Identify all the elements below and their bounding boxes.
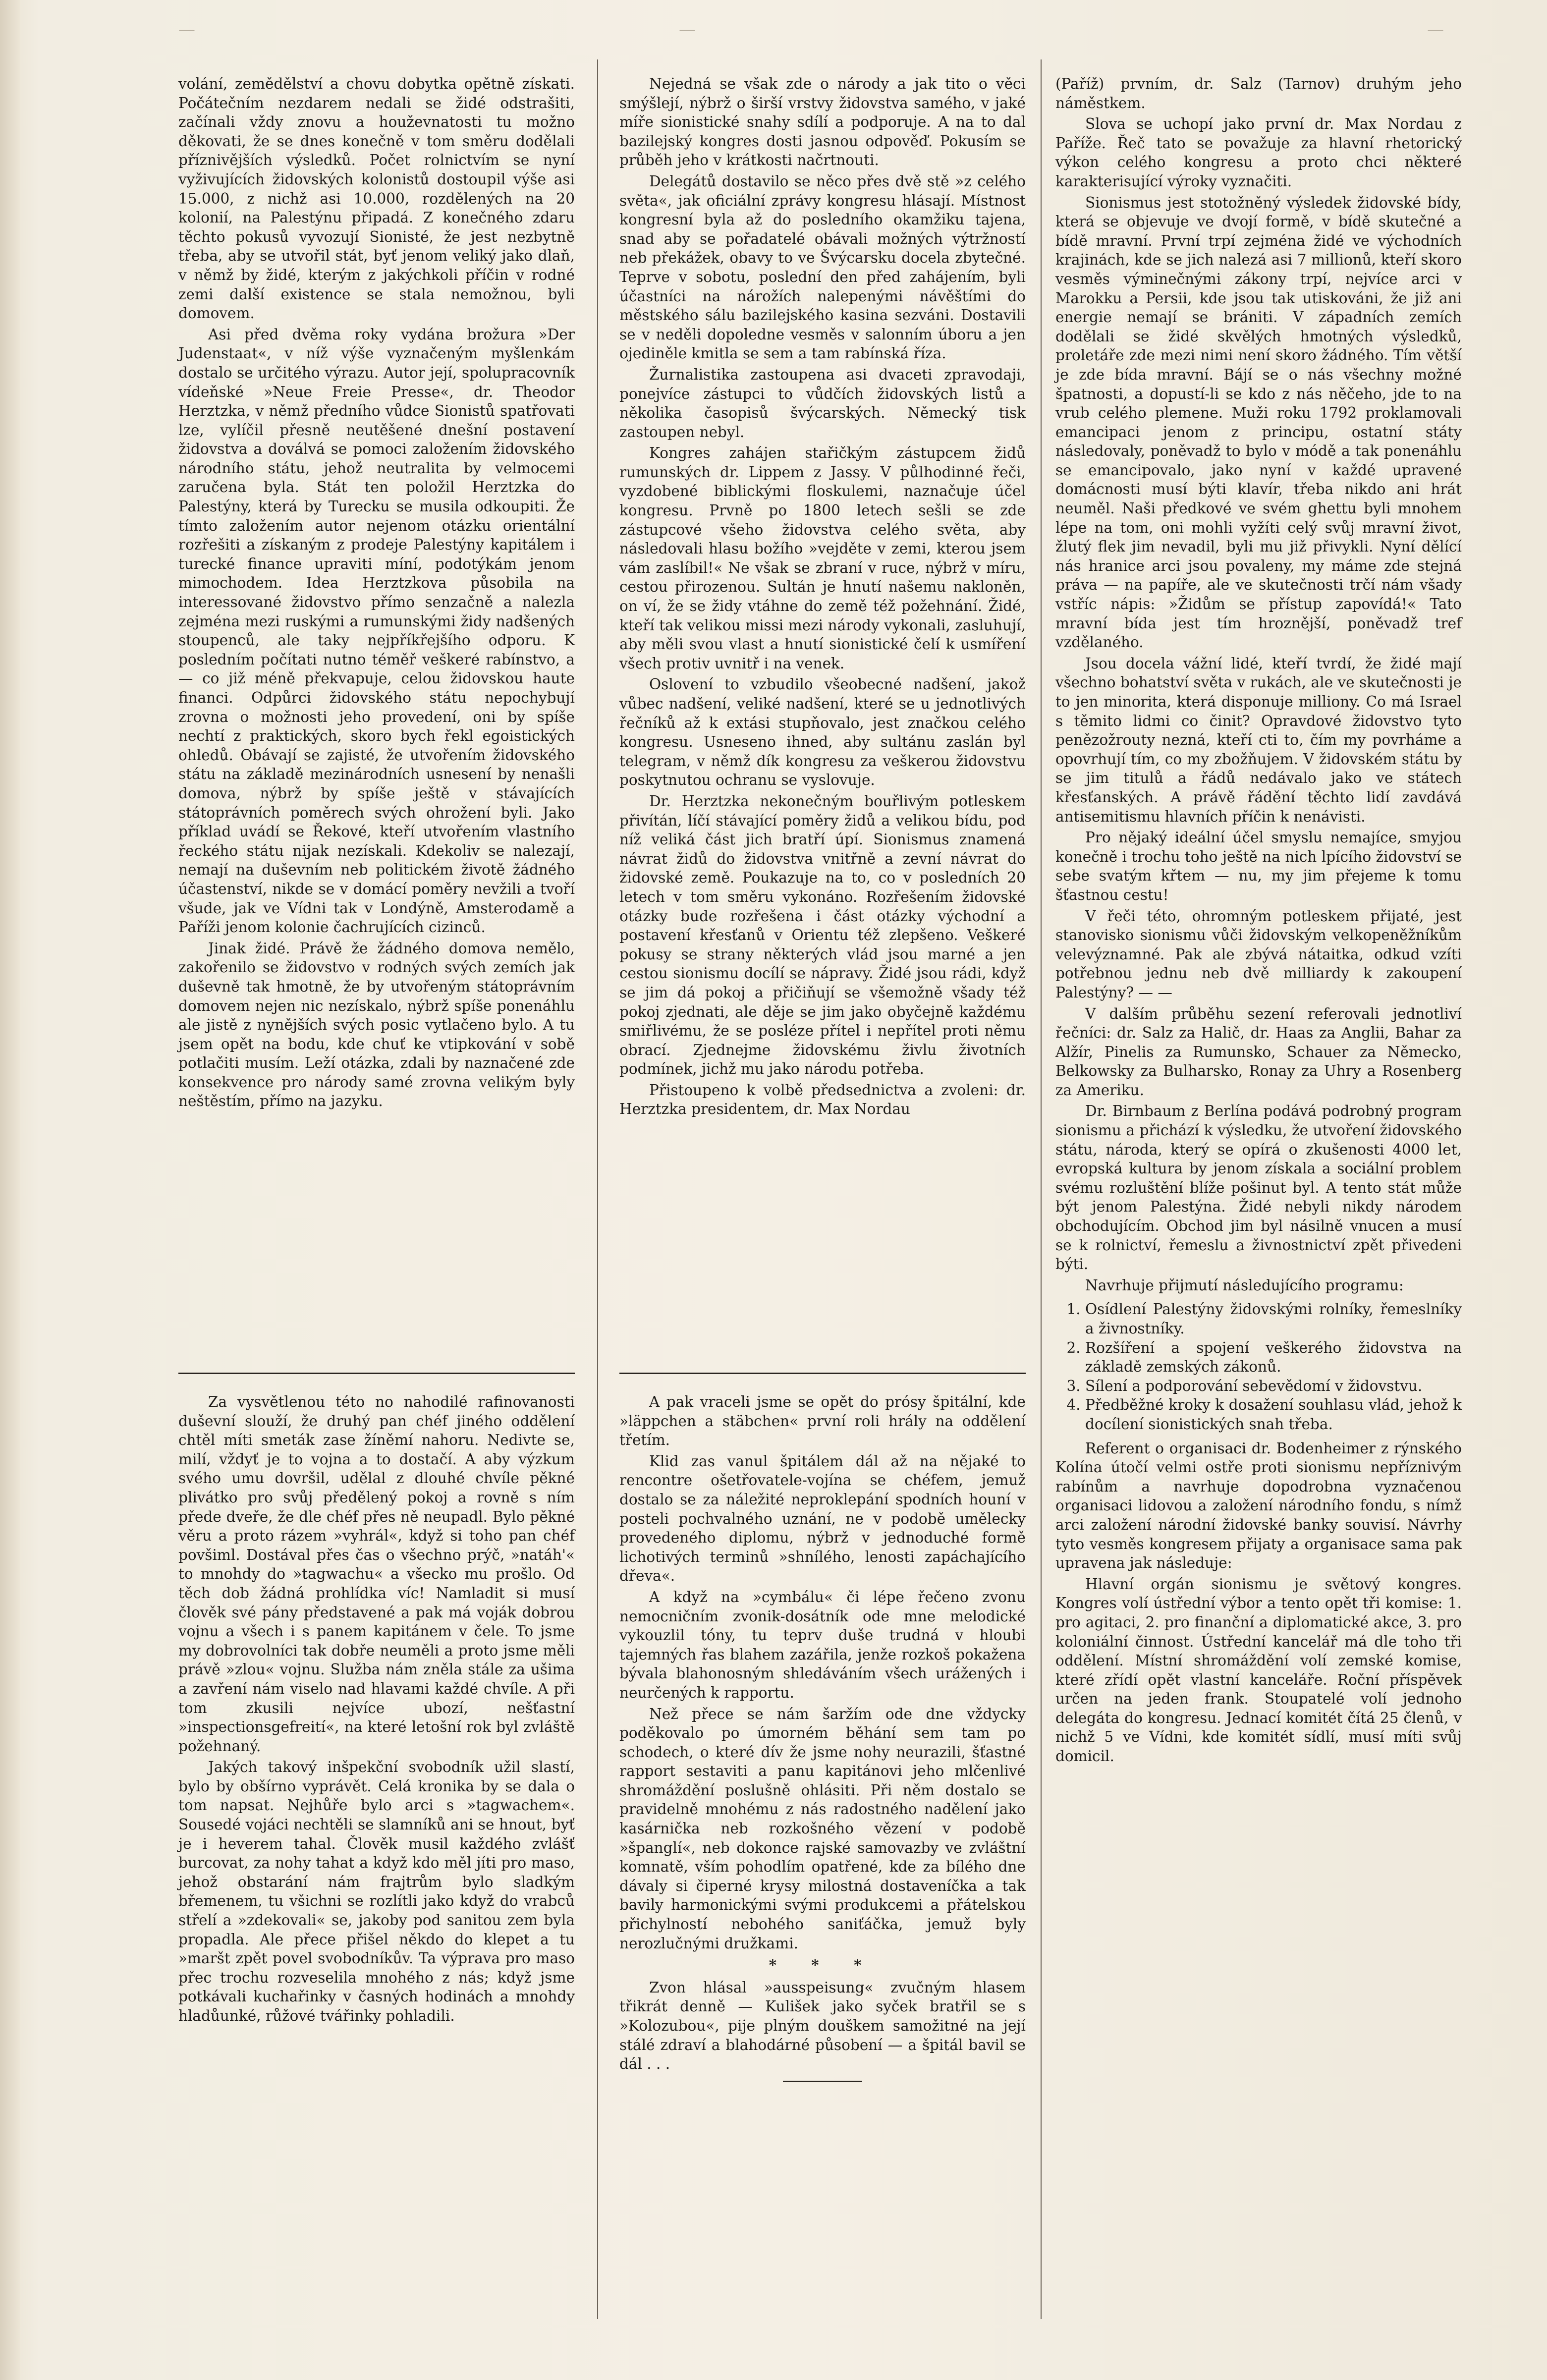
paragraph: V řeči této, ohromným potleskem přijaté, jest stanovisko sionismu vůči židovským velkopeněžníkům velevýznamné. Pak ale zbývá nátaitka, odkud vzíti potřebnou jednu neb dvě milliardy k zakoupení Palestýny? — — [1055,907,1462,1001]
header-mark-right: — [1427,20,1446,40]
paragraph: Jinak židé. Právě že žádného domova nemělo, zakořenilo se židovstvo v rodných svých zemích jak duševně tak hmotně, že by utvořeným státoprávním domovem nejen nic nezískalo, nýbrž spíše ponenáhlu ale jistě z nynějších svých posic vytlačeno bylo. A tu jsem opět na bodu, kde chuť ke vtipkování v sobě potlačiti musím. Leží otázka, zdali by naznačené zde konsekvence pro národy samé zrovna velikým byly neštěstím, přímo na jazyku. [178,940,575,1110]
column-3 [1055,74,1462,1766]
paragraph: Žurnalistika zastoupena asi dvaceti zpravodaji, ponejvíce zástupci to vůdčích židovských listů a několika časopisů švýcarských. Německý tisk zastoupen nebyl. [619,366,1026,441]
paragraph: Dr. Birnbaum z Berlína podává podrobný program sionismu a přichází k výsledku, že utvoření židovského státu, národa, který se opírá o zkušenosti 4000 let, evropská kultura by jenom získala a sociální problem svému rozluštění blíže pošinut byl. A tento stát může být jenom Palestýna. Židé nebyli nikdy národem obchodujícím. Obchod jim byl násilně vnucen a musí se k rolnictví, řemeslu a živnostnictví zpět přivedeni býti. [1055,1103,1462,1273]
paragraph: Referent o organisaci dr. Bodenheimer z rýnského Kolína útočí velmi ostře proti sionismu nepříznivým rabínům a navrhuje dopodrobna vyznačenou organisaci lidovou a založení národního fondu, s nímž arci založení národní židovské banky souvisí. Návrhy tyto vesměs kongresem přijaty a organisace sama pak upravena jak následuje: [1055,1439,1462,1572]
program-item: 2. Rozšíření a spojení veškerého židovstva na základě zemských zákonů. [1085,1338,1462,1377]
binding-shadow [0,0,20,2380]
program-item: 3. Sílení a podporování sebevědomí v židovstvu. [1085,1377,1462,1396]
column-1 [178,74,575,1111]
paragraph: Než přece se nám šaržím ode dne vždycky poděkovalo po úmorném běhání sem tam po schodech, o které dív že jsme nohy neurazili, šťastné rapport sestaviti a panu kapitánovi jeho mlčenlivé shromáždění poslušně ohlásiti. Při něm dostalo se pravidelně mnohému z nás radostného nadělení jako kasárnička neb rozkošného vězení v podobě »španglí«, neb dokonce rajské samovazby ve zvláštní komnatě, vším pohodlím opatřené, kde za bílého dne dávaly si čiperné krysy milostná dostaveníčka a tak bavily harmonickými svými produkcemi a přátelskou přichylností nebohého saniťáčka, jemuž byly nerozlučnými družkami. [619,1705,1026,1952]
column-rule-2 [1041,59,1042,2319]
paragraph: Asi před dvěma roky vydána brožura »Der Judenstaat«, v níž výše vyznačeným myšlenkám dostalo se určitého výrazu. Autor její, spolupracovník vídeňské »Neue Freie Presse«, dr. Theodor Herztzka, v němž předního vůdce Sionistů spatřovati lze, vylíčil přesně neutěšené dnešní postavení židovstva a doválvá se pomoci založením židovského národního státu, jehož neutralita by velmocemi zaručena byla. Stát ten položil Herztzka do Palestýny, která by Turecku se musila odkoupiti. Že tímto založením autor nejenom otázku orientální rozřešiti a získaným z prodeje Palestýny kapitálem i turecké finance upraviti míní, podotýkám jenom mimochodem. Idea Herztzkova působila na interessované židovstvo přímo senzačně a nalezla zejména mezi ruskými a rumunskými židy nadšených stoupenců, ale taky nejpříkřejšího odporu. K posledním počítati nutno téměř veškeré rabínstvo, a — co již méně překvapuje, celou židovskou haute financi. Odpůrci židovského státu nepochybují zrovna o možnosti jeho provedení, oni by spíše nechtí z praktických, skoro bych řekl egoistických ohledů. Obávají se zajisté, že utvořením židovského státu na základě mezinárodních usnesení by nenašli domova, nýbrž by spíše ještě v stávajících státoprávních poměrech svých ohrožení byli. Jako příklad uvádí se Řekové, kteří utvořením vlastního řeckého státu nijak nezískali. Kdekoliv se nalezají, nemají na duševním neb politickém životě žádného účastenství, nikde se v domácí poměry nevžili a tvoří všude, jak ve Vídni tak v Londýně, Amsterodamě a Paříži jenom kolonie čachrujících cizinců. [178,326,575,936]
paragraph: Slova se uchopí jako první dr. Max Nordau z Paříže. Řeč tato se považuje za hlavní rhetorický výkon celého kongresu a proto chci některé karakterisující výroky vyznačiti. [1055,115,1462,190]
paragraph: A pak vraceli jsme se opět do prósy špitální, kde »läppchen a stäbchen« první roli hrály na oddělení třetím. [619,1393,1026,1449]
column-2-feuilleton [619,1392,1026,2082]
column-rule-1 [597,59,598,2319]
header-mark-left: — [178,20,197,40]
header-mark-center: — [679,20,698,40]
paragraph: Klid zas vanul špitálem dál až na nějaké to rencontre ošetřovatele-vojína se chéfem, jemuž dostalo se za náležité neproklepání spodních houní v posteli pochvalného uznání, ne v podobě umělecky provedeného diplomu, nýbrž v jednoduché formě lichotivých terminů »shnílého, lenosti zapáchajícího dřeva«. [619,1452,1026,1585]
end-rule [783,2081,862,2082]
paragraph: Za vysvětlenou této no nahodilé rafinovanosti duševní slouží, že druhý pan chéf jiného oddělení chtěl míti smeták zase žíněmí nahoru. Nedivte se, milí, vždyť je to vojna a to dostačí. A aby výzkum svého umu dovršil, udělal z dlouhé chvíle pěkné plivátko pro svůj předělený pokoj a rovně s ním přede dveře, že dle chéf přes ně neupadl. Bylo pěkné věru a proto rázem »vyhrál«, když si toho pan chéf povšiml. Dostával přes čas o všechno prýč, »natáh'« to mnohdy do »tagwachu« a všecko mu prošlo. Od těch dob žádná prohlídka víc! Namladit si musí člověk své pány představené a pak má voják dobrou vojnu a všech i s panem kapitánem v čele. To jsme my dobrovolníci tak dobře neuměli a proto jsme měli právě »zlou« vojnu. Služba nám zněla stále za ušima a zavření nám viselo nad hlavami každé chvíle. A při tom zkusili nejvíce ubozí, nešťastní »inspectionsgefreití«, na které letošní rok byl zvláště požehnaný. [178,1393,575,1755]
paragraph: Oslovení to vzbudilo všeobecné nadšení, jakož vůbec nadšení, veliké nadšení, které se u jednotlivých řečníků až k extási stupňovalo, jest značkou celého kongresu. Usneseno ihned, aby sultánu zaslán byl telegram, v němž dík kongresu za veškerou židovstvu poskytnutou ochranu se vyslovuje. [619,676,1026,789]
paragraph: Sionismus jest stotožněný výsledek židovské bídy, která se objevuje ve dvojí formě, v bídě skutečné a bídě mravní. První trpí zejména židé ve východních krajinách, kde se jich nalezá asi 7 millionů, kteří skoro vesměs výminečnými zákony trpí, nejvíce arci v Marokku a Persii, kde jsou tak utiskováni, že již ani energie nemají se brániti. V západních zemích dodělali se židé skvělých hmotných výsledků, proletáře zde mezi nimi není skoro žádného. Tím větší je zde bída mravní. Bájí se o nás všechny možné špatnosti, a dopustí-li se kdo z nás něčeho, jde to na vrub celého plemene. Muži roku 1792 proklamovali emancipaci jenom z principu, ostatní státy následovaly, poněvadž to bylo v módě a tak ponenáhlu se emancipovalo, jako nyní v každé upravené domácnosti musí býti klavír, třeba nikdo ani hrát neuměl. Naši předkové ve svém ghettu byli mnohem lépe na tom, oni mohli vyžíti celý svůj mravní život, žlutý flek jim nevadil, byli mu již přivykli. Nyní dělící nás hranice arci jsou povaleny, my máme zde stejná práva — na papíře, ale ve skutečnosti trčí nám všady vstříc nápis: »Židům se přístup zapovídá!« Tato mravní bída jest tím hroznější, poněvadž tref vzdělaného. [1055,194,1462,651]
feuilleton-divider-1 [178,1373,575,1374]
paragraph: V dalším průběhu sezení referovali jednotliví řečníci: dr. Salz za Halič, dr. Haas za Anglii, Bahar za Alžír, Pinelis za Rumunsko, Schauer za Německo, Belkowsky za Bulharsko, Ronay za Uhry a Rosenberg za Ameriku. [1055,1005,1462,1099]
paragraph: Jsou docela vážní lidé, kteří tvrdí, že židé mají všechno bohatství světa v rukách, ale ve skutečnosti je to jen minorita, která disponuje milliony. Co má Israel s těmito lidmi co činit? Opravdové židovstvo tyto penězožrouty nezná, kteří cti to, čím my povrháme a opovrhují tím, co my zbožňujem. V židovském státu by se jim titulů a řádů nedávalo jako ve státech křesťanských. A právě řádění těchto lidí zavdává antisemitismu hlavních příčin k nenávisti. [1055,655,1462,825]
paragraph: Dr. Herztzka nekonečným bouřlivým potleskem přivítán, líčí stávající poměry židů a velikou bídu, pod níž veliká část jich bratří úpí. Sionismus znamená návrat židů do židovstva vnitřně a zevní návrat do židovské země. Poukazuje na to, co v posledních 20 letech v tom směru vykonáno. Rozřešením židovské otázky bude rozřešena i část otázky východní a postavení křesťanů v Orientu též zlepšeno. Veškeré pokusy se strany některých vlád jsou marné a jen cestou sionismu docílí se nápravy. Židé jsou rádi, když se jim dá pokoj a přičiňují se všemožně všady též pokoj zjednati, ale děje se jim jako obyčejně každému smiřlivému, že se posléze přítel i nepřítel proti němu obrací. Zjednejme židovskému živlu životních podmínek, jichž mu jako národu potřeba. [619,792,1026,1078]
paragraph: (Paříž) prvním, dr. Salz (Tarnov) druhým jeho náměstkem. [1055,75,1462,111]
paragraph: Jakých takový inšpekční svobodník užil slastí, bylo by obšírno vyprávět. Celá kronika by se dala o tom napsat. Nejhůře bylo arci s »tagwachem«. Sousedé vojáci nechtěli se slamníků ani se hnout, byť je i heverem tahal. Člověk musil každého zvlášť burcovat, za nohy tahat a když kdo měl jíti pro maso, jehož obstarání nám frajtrům bylo sladkým břemenem, tu všichni se rozlítli jako když do vrabců střelí a »zdekovali« se, jakoby pod sanitou zem byla propadla. Ale přece přišel někdo do klepet a tu »maršt zpět povel svobodníkův. Ta výprava pro maso přec trochu rozveselila mnohého z nás; když jsme potkávali kuchařinky v časných hodinách a mnohdy hladůunké, růžové tvářinky pohladili. [178,1759,575,2024]
program-item: 1. Osídlení Palestýny židovskými rolníky, řemeslníky a živnostníky. [1085,1300,1462,1338]
paragraph: Pro nějaký ideální účel smyslu nemajíce, smyjou konečně i trochu toho ještě na nich lpícího židovství se sebe svatým křtem — nu, my jim přejeme k tomu šťastnou cestu! [1055,829,1462,903]
paragraph: Zvon hlásal »ausspeisung« zvučným hlasem třikrát denně — Kulišek jako syček bratřil se s »Kolozubou«, pije plným douškem samožitné na její stálé zdraví a blahodárné působení — a špitál bavil se dál . . . [619,1979,1026,2073]
paragraph: Nejedná se však zde o národy a jak tito o věci smýšlejí, nýbrž o širší vrstvy židovstva samého, v jaké míře sionistické snahy sdílí a podporuje. A na to dal bazilejský kongres dosti jasnou odpověď. Pokusím se průběh jeho v krátkosti načrtnouti. [619,75,1026,169]
program-list [1055,1300,1462,1434]
column-2 [619,74,1026,1119]
section-separator: * * * [769,1956,877,1974]
column-1-feuilleton [178,1392,575,2026]
paragraph: Hlavní orgán sionismu je světový kongres. Kongres volí ústřední výbor a tento opět tři komise: 1. pro agitaci, 2. pro finanční a diplomatické akce, 3. pro koloniální činnost. Ústřední kancelář má dle toho tři oddělení. Místní shromáždění volí zemské komise, které zřídí opět vlastní kanceláře. Roční příspěvek určen na jeden frank. Stoupatelé volí jednoho delegáta do kongresu. Jednací komitét čítá 25 členů, v nichž 5 ve Vídni, kde komitét sídlí, musí míti svůj domicil. [1055,1575,1462,1765]
paragraph: volání, zemědělství a chovu dobytka opětně získati. Počátečním nezdarem nedali se židé odstrašiti, začínali vždy znovu a houževnatosti tu možno děkovati, že se dnes konečně v tom směru dodělali příznivějších výsledků. Počet rolnictvím se nyní vyživujících židovských kolonistů dostoupil výše asi 15.000, z nichž asi 10.000, rozdělených na 20 kolonií, na Palestýnu připadá. Z konečného zdaru těchto pokusů vyvozují Sionisté, že jest nezbytně třeba, aby se utvořil stát, byť jenom veliký jako dlaň, v němž by židé, kterým z jakýchkoli příčin v rodné zemi další existence se stala nemožnou, byli domovem. [178,75,575,322]
paragraph: Přistoupeno k volbě předsednictva a zvoleni: dr. Herztzka presidentem, dr. Max Nordau [619,1081,1026,1118]
program-item: 4. Předběžné kroky k dosažení souhlasu vlád, jehož k docílení sionistických snah třeba. [1085,1395,1462,1434]
paragraph: Navrhuje přijmutí následujícího programu: [1085,1276,1404,1294]
feuilleton-divider-2 [619,1373,1026,1374]
paragraph: Kongres zahájen stařičkým zástupcem židů rumunských dr. Lippem z Jassy. V půlhodinné řeči, vyzdobené biblickými floskulemi, naznačuje účel kongresu. Prvně po 1800 letech sešli se zde zástupcové všeho židovstva celého světa, aby následovali hlasu božího »vejděte v zemi, kterou jsem vám zaslíbil!« Ne však se zbraní v ruce, nýbrž v míru, cestou přirozenou. Sultán je hnutí našemu nakloněn, on ví, že se židy vtáhne do země též požehnání. Židé, kteří tak velikou missi mezi národy vykonali, zasluhují, aby měli svou vlast a hnutí sionistické čelí k usmíření všech protiv uvnitř i na venek. [619,444,1026,672]
paragraph: A když na »cymbálu« či lépe řečeno zvonu nemocničním zvonik-dosátník ode mne melodické vykouzlil tóny, tu teprv duše trudná v hloubi tajemných řas blahem zazářila, jenže rozkoš pokažena bývala blahonosným shledáváním všech urážených i neurčených k rapportu. [619,1588,1026,1701]
paragraph: Delegátů dostavilo se něco přes dvě stě »z celého světa«, jak oficiální zprávy kongresu hlásají. Místnost kongresní byla až do posledního okamžiku tajena, snad aby se pořadatelé obávali možných výtržností neb překážek, obavy to ve Švýcarsku docela zbytečné. Teprve v sobotu, poslední den před zahájením, byli účastníci na nárožích nalepenými návěštími do městského sálu bazilejského kasina sezváni. Dostavili se v neděli dopoledne vesměs v salonním úboru a jen ojediněle kmitla se sem a tam rabínská říza. [619,172,1026,362]
